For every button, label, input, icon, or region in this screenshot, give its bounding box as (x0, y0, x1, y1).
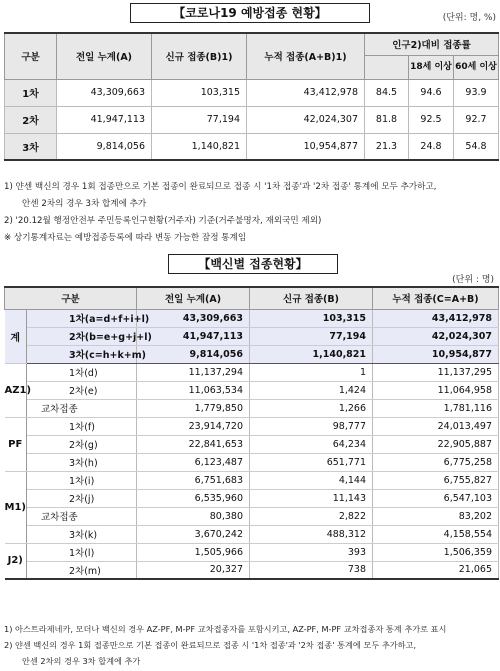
row-label: 2차(b=e+g+j+l) (27, 327, 137, 345)
cell-cum: 6,547,103 (373, 489, 499, 507)
footnote-1-cont: 안센 2차의 경우 3차 합계에 추가 (22, 199, 147, 209)
cell-cum: 42,024,307 (247, 106, 365, 133)
row-label: 1차(i) (27, 471, 137, 489)
cell-cum: 10,954,877 (373, 345, 499, 363)
cell-prev: 41,947,113 (57, 106, 152, 133)
table-row (5, 453, 499, 471)
cell-age18: 94.6 (409, 79, 454, 106)
footnote-b2: 2) 얀센 백신의 경우 1회 접종만으로 기본 접종이 완료되므로 접종 시 '1차 접종'과 '2차 접종' 통계에 모두 추가하고, (4, 640, 417, 650)
cell-prev: 11,063,534 (137, 381, 250, 399)
row-label: 1차(a=d+f+i+l) (27, 309, 137, 327)
header-cumulative: 누적 접종(C=A+B) (373, 287, 499, 309)
table-row (5, 507, 499, 525)
cell-prev: 11,137,294 (137, 363, 250, 381)
table-row (5, 489, 499, 507)
header-pop-ratio: 인구2)대비 접종률 (365, 33, 499, 55)
cell-new: 1,140,821 (152, 133, 247, 160)
row-label: 1차(d) (27, 363, 137, 381)
table-row (5, 543, 499, 561)
group-m: M1) (5, 471, 27, 543)
group-j: J2) (5, 543, 27, 579)
cell-prev: 23,914,720 (137, 417, 250, 435)
table-row (5, 363, 499, 381)
footnote-3: ※ 상기통계자료는 예방접종등록에 따라 변동 가능한 잠정 통계임 (4, 233, 247, 243)
row-label: 1차(f) (27, 417, 137, 435)
row-label: 2차(g) (27, 435, 137, 453)
cell-new: 98,777 (250, 417, 373, 435)
table-row (5, 381, 499, 399)
cell-new: 1 (250, 363, 373, 381)
cell-prev: 6,123,487 (137, 453, 250, 471)
cell-prev: 1,505,966 (137, 543, 250, 561)
cell-prev: 3,670,242 (137, 525, 250, 543)
cell-cum: 11,064,958 (373, 381, 499, 399)
cell-cum: 4,158,554 (373, 525, 499, 543)
header-age18: 18세 이상 (409, 55, 454, 79)
cell-new: 77,194 (152, 106, 247, 133)
row-label: 3차(k) (27, 525, 137, 543)
cell-new: 1,140,821 (250, 345, 373, 363)
header-blank (365, 55, 409, 79)
vaccine-status-title: 【백신별 접종현황】 (168, 254, 338, 274)
cell-age18: 24.8 (409, 133, 454, 160)
cell-new: 1,424 (250, 381, 373, 399)
row-label: 교차접종 (27, 507, 137, 525)
cell-new: 11,143 (250, 489, 373, 507)
header-age60: 60세 이상 (454, 55, 499, 79)
cell-new: 393 (250, 543, 373, 561)
cell-cum: 22,905,887 (373, 435, 499, 453)
cell-cum: 10,954,877 (247, 133, 365, 160)
unit-label: (단위: 명, %) (442, 13, 496, 23)
cell-prev: 9,814,056 (137, 345, 250, 363)
cell-cum: 11,137,295 (373, 363, 499, 381)
header-cumulative: 누적 접종(A+B)1) (247, 33, 365, 79)
cell-age18: 92.5 (409, 106, 454, 133)
row-label: 3차(h) (27, 453, 137, 471)
cell-prev: 43,309,663 (57, 79, 152, 106)
cell-prev: 41,947,113 (137, 327, 250, 345)
header-category: 구분 (5, 287, 137, 309)
cell-prev: 80,380 (137, 507, 250, 525)
row-label: 2차(j) (27, 489, 137, 507)
cell-cum: 24,013,497 (373, 417, 499, 435)
group-total: 계 (5, 309, 27, 363)
cell-pop: 84.5 (365, 79, 409, 106)
cell-new: 2,822 (250, 507, 373, 525)
table-row (5, 327, 499, 345)
cell-cum: 42,024,307 (373, 327, 499, 345)
cell-age60: 93.9 (454, 79, 499, 106)
unit-label-2: (단위 : 명) (452, 275, 494, 285)
vaccination-status-title: 【코로나19 예방접종 현황】 (130, 3, 370, 23)
table-row (5, 309, 499, 327)
cell-cum: 43,412,978 (247, 79, 365, 106)
cell-age60: 92.7 (454, 106, 499, 133)
cell-new: 488,312 (250, 525, 373, 543)
cell-prev: 6,535,960 (137, 489, 250, 507)
header-category: 구분 (5, 33, 57, 79)
cell-new: 103,315 (250, 309, 373, 327)
cell-new: 1,266 (250, 399, 373, 417)
cell-cum: 1,506,359 (373, 543, 499, 561)
header-prev-total: 전일 누계(A) (137, 287, 250, 309)
cell-cum: 83,202 (373, 507, 499, 525)
cell-cum: 6,755,827 (373, 471, 499, 489)
group-az: AZ1) (5, 363, 27, 417)
table-row (5, 525, 499, 543)
table-row (5, 106, 499, 133)
cell-new: 4,144 (250, 471, 373, 489)
group-pf: PF (5, 417, 27, 471)
table-row (5, 561, 499, 579)
cell-new: 103,315 (152, 79, 247, 106)
cell-prev: 20,327 (137, 561, 250, 579)
cell-new: 64,234 (250, 435, 373, 453)
cell-prev: 1,779,850 (137, 399, 250, 417)
row-label: 3차(c=h+k+m) (27, 345, 137, 363)
cell-cum: 1,781,116 (373, 399, 499, 417)
cell-prev: 22,841,653 (137, 435, 250, 453)
table-row (5, 417, 499, 435)
cell-pop: 21.3 (365, 133, 409, 160)
vaccine-type-table (4, 286, 499, 580)
row-label: 1차 (5, 79, 57, 106)
cell-cum: 43,412,978 (373, 309, 499, 327)
row-label: 1차(l) (27, 543, 137, 561)
table-row (5, 399, 499, 417)
footnote-b1: 1) 아스트라제네카, 모더나 백신의 경우 AZ-PF, M-PF 교차접종자를 포함시키고, AZ-PF, M-PF 교차접종자 통계 추가로 표시 (4, 624, 447, 634)
header-new-vacc: 신규 접종(B)1) (152, 33, 247, 79)
table-row (5, 133, 499, 160)
footnote-1: 1) 얀센 백신의 경우 1회 접종만으로 기본 접종이 완료되므로 접종 시 '1차 접종'과 '2차 접종' 통계에 모두 추가하고, (4, 182, 437, 192)
cell-new: 651,771 (250, 453, 373, 471)
table-row (5, 471, 499, 489)
cell-new: 77,194 (250, 327, 373, 345)
cell-new: 738 (250, 561, 373, 579)
table-row (5, 79, 499, 106)
table-row (5, 435, 499, 453)
row-label: 2차(m) (27, 561, 137, 579)
cell-prev: 43,309,663 (137, 309, 250, 327)
cell-prev: 6,751,683 (137, 471, 250, 489)
cell-cum: 6,775,258 (373, 453, 499, 471)
footnote-b2-cont: 안센 2차의 경우 3차 합계에 추가 (22, 656, 141, 666)
header-prev-total: 전일 누계(A) (57, 33, 152, 79)
row-label: 3차 (5, 133, 57, 160)
cell-pop: 81.8 (365, 106, 409, 133)
footnote-2: 2) '20.12월 행정안전부 주민등록인구현황(거주자) 기준(거주불명자, 재외국민 제외) (4, 216, 322, 226)
row-label: 2차(e) (27, 381, 137, 399)
vaccination-status-table (4, 32, 499, 161)
row-label: 2차 (5, 106, 57, 133)
cell-cum: 21,065 (373, 561, 499, 579)
cell-prev: 9,814,056 (57, 133, 152, 160)
header-new-vacc: 신규 접종(B) (250, 287, 373, 309)
row-label: 교차접종 (27, 399, 137, 417)
table-row (5, 345, 499, 363)
cell-age60: 54.8 (454, 133, 499, 160)
